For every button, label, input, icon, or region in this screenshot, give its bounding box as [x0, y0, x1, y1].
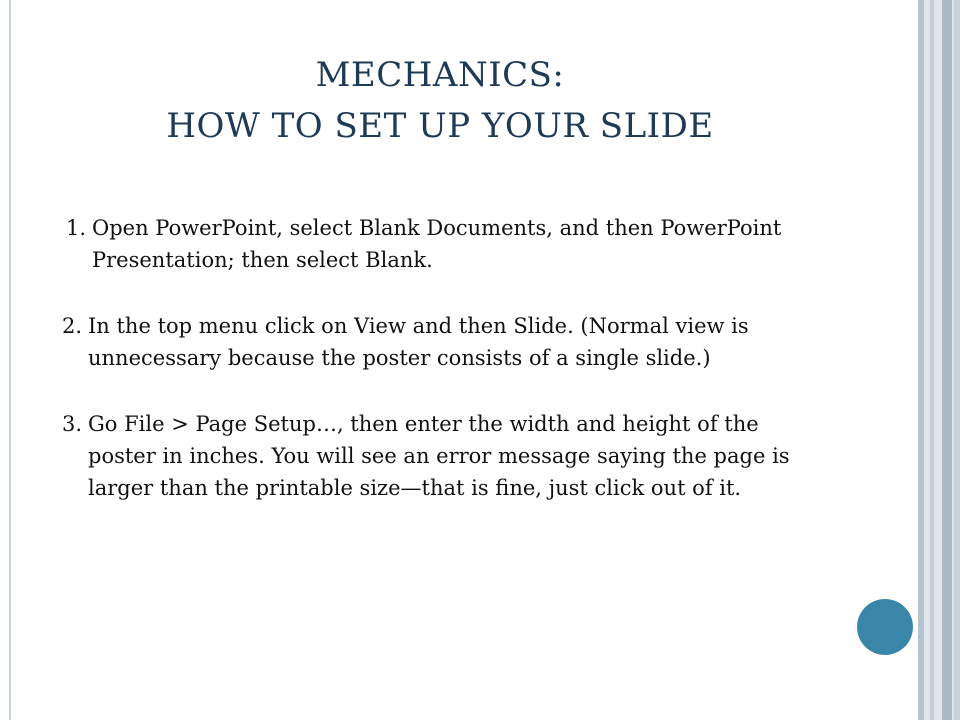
step-number: 2. [62, 314, 83, 338]
step-item [66, 212, 822, 276]
title-line-1: MECHANICS: [315, 55, 565, 95]
step-text: In the top menu click on View and then Slide. (Normal view is unnecessary because the poster consists of a single slide.) [88, 314, 749, 370]
band-stripe [942, 0, 952, 720]
step-number: 3. [62, 412, 83, 436]
decorative-circle [857, 599, 913, 655]
slide-body [62, 212, 822, 538]
step-text: Go File > Page Setup…, then enter the width and height of the poster in inches. You will see an error message saying the page is larger than the printable size—that is fine, just click out of it. [88, 412, 790, 500]
title-line-2: HOW TO SET UP YOUR SLIDE [166, 106, 714, 146]
step-item [62, 310, 822, 374]
band-stripe [918, 0, 924, 720]
step-number: 1. [66, 216, 87, 240]
right-decorative-band [918, 0, 960, 720]
step-item [62, 408, 822, 504]
band-stripe [930, 0, 934, 720]
slide-title [0, 50, 880, 152]
band-stripe [954, 0, 960, 720]
step-text: Open PowerPoint, select Blank Documents, and then PowerPoint Presentation; then select Blank. [92, 216, 782, 272]
